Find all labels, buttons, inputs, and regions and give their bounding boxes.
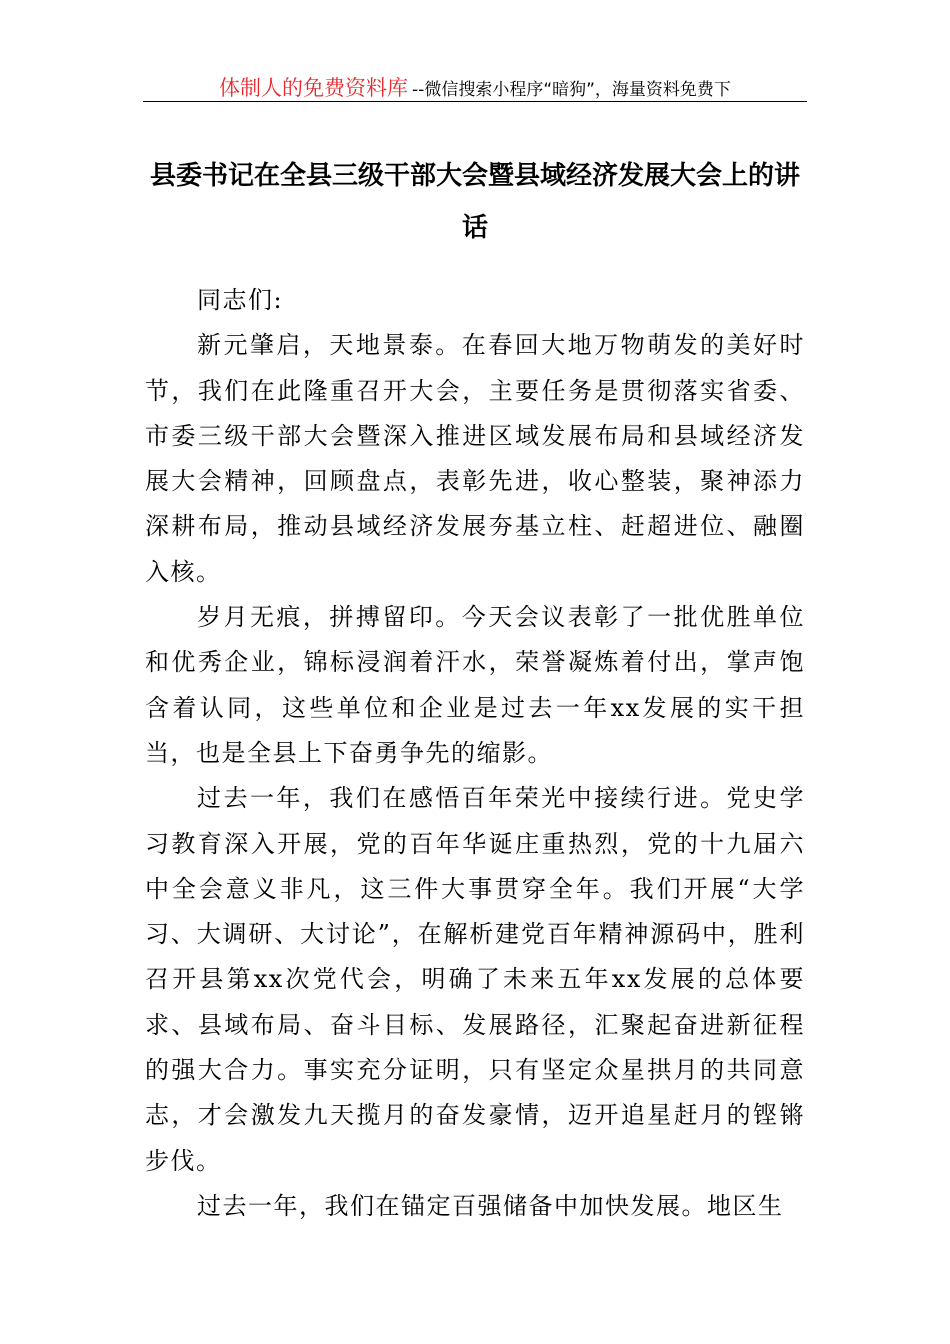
salutation: 同志们: bbox=[197, 286, 284, 314]
header-brand: 体制人的免费资料库 bbox=[219, 76, 409, 100]
document-body bbox=[145, 278, 805, 1229]
paragraph-3: 过去一年，我们在感悟百年荣光中接续行进。党史学习教育深入开展，党的百年华诞庄重热烈，党的十九届六中全会意义非凡，这三件大事贯穿全年。我们开展“大学习、大调研、大讨论”，在解析建党百年精神源码中，胜利召开县第xx次党代会，明确了未来五年xx发展的总体要求、县域布局、奋斗目标、发展路径，汇聚起奋进新征程的强大合力。事实充分证明，只有坚定众星拱月的共同意志，才会激发九天揽月的奋发豪情，迈开追星赶月的铿锵步伐。 bbox=[145, 784, 805, 1175]
header-tagline: --微信搜索小程序“暗狗”，海量资料免费下 bbox=[412, 80, 731, 100]
paragraph-2: 岁月无痕，拼搏留印。今天会议表彰了一批优胜单位和优秀企业，锦标浸润着汗水，荣誉凝炼着付出，掌声饱含着认同，这些单位和企业是过去一年xx发展的实干担当，也是全县上下奋勇争先的缩影。 bbox=[145, 603, 805, 767]
header-divider bbox=[143, 101, 807, 102]
page-header bbox=[143, 72, 807, 102]
paragraph-1: 新元肇启，天地景泰。在春回大地万物萌发的美好时节，我们在此隆重召开大会，主要任务是贯彻落实省委、市委三级干部大会暨深入推进区域发展布局和县域经济发展大会精神，回顾盘点，表彰先进，收心整装，聚神添力深耕布局，推动县域经济发展夯基立柱、赶超进位、融圈入核。 bbox=[145, 331, 805, 586]
document-title: 县委书记在全县三级干部大会暨县域经济发展大会上的讲话 bbox=[149, 161, 800, 243]
paragraph-4: 过去一年，我们在锚定百强储备中加快发展。地区生 bbox=[197, 1191, 784, 1220]
